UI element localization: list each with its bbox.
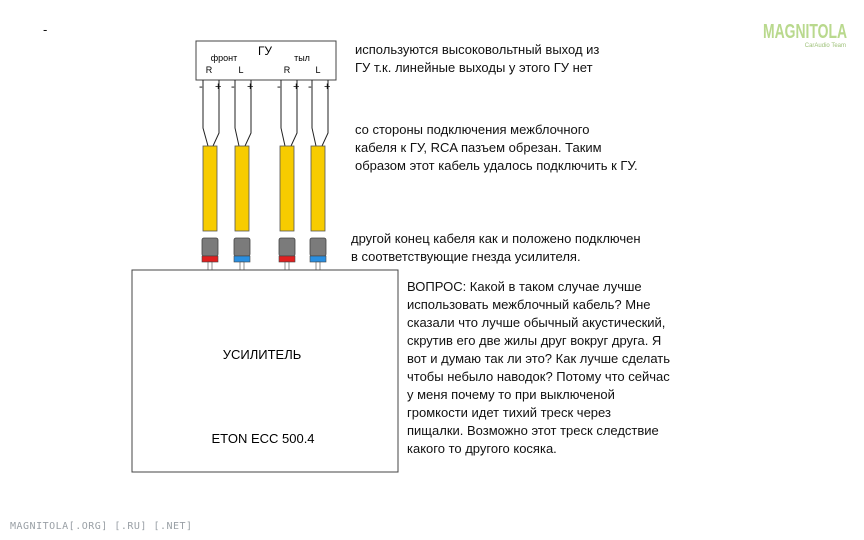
head-unit-title: ГУ (257, 44, 273, 58)
cable-body (311, 146, 325, 231)
note-other-end (351, 230, 641, 266)
note-line: со стороны подключения межблочного (355, 122, 590, 137)
cable-rear-r (279, 146, 295, 270)
note-line: скрутив его две жилы друг вокруг друга. Я (407, 333, 662, 348)
rca-pin (240, 262, 244, 270)
note-line: чтобы небыло наводок? Потому что сейчас (407, 369, 670, 384)
note-line: ВОПРОС: Какой в таком случае лучше (407, 279, 642, 294)
terminal-plus-1: + (215, 81, 222, 93)
rca-plug (234, 238, 250, 256)
cable-front-r (202, 146, 218, 270)
wire-rear-r-minus (281, 80, 285, 146)
rca-plug (279, 238, 295, 256)
terminal-minus-2: - (231, 81, 235, 93)
note-line: кабеля к ГУ, RCA пазъем обрезан. Таким (355, 140, 602, 155)
wire-front-l-minus (235, 80, 239, 146)
magnitola-logo (762, 14, 848, 50)
terminal-plus-2: + (247, 81, 254, 93)
note-line: ГУ т.к. линейные выходы у этого ГУ нет (355, 60, 593, 75)
logo-subtitle: CarAudio Team (804, 43, 846, 49)
note-cut-connector (355, 121, 638, 175)
note-line: используются высоковольтный выход из (355, 42, 600, 57)
rca-tip-blue (234, 256, 250, 262)
stray-mark: - (43, 22, 48, 37)
terminal-plus-4: + (324, 81, 331, 93)
channel-label-rear-r: R (283, 65, 291, 75)
note-line: образом этот кабель удалось подключить к ГУ. (355, 158, 638, 173)
note-line: сказали что лучше обычный акустический, (407, 315, 666, 330)
rca-tip-blue (310, 256, 326, 262)
cable-front-l (234, 146, 250, 270)
rca-tip-red (202, 256, 218, 262)
rca-pin (316, 262, 320, 270)
cable-body (235, 146, 249, 231)
note-question (407, 278, 670, 458)
cable-rear-l (310, 146, 326, 270)
footer-watermark: MAGNITOLA[.ORG] [.RU] [.NET] (10, 521, 193, 532)
terminal-minus-3: - (277, 81, 281, 93)
note-line: пищалки. Возможно этот треск следствие (407, 423, 659, 438)
terminal-minus-4: - (308, 81, 312, 93)
cable-body (280, 146, 294, 231)
rca-pin (285, 262, 289, 270)
note-line: другой конец кабеля как и положено подключен (351, 231, 641, 246)
amplifier-model: ETON ECC 500.4 (211, 431, 315, 446)
channel-label-front-r: R (205, 65, 213, 75)
wire-rear-l-minus (312, 80, 316, 146)
rca-pin (208, 262, 212, 270)
wire-front-r-minus (203, 80, 208, 146)
channel-label-rear-l: L (315, 65, 321, 75)
logo-text: MAGNITOLA (763, 21, 847, 43)
rear-label: тыл (294, 53, 310, 63)
note-line: использовать межблочный кабель? Мне (407, 297, 651, 312)
channel-label-front-l: L (238, 65, 244, 75)
terminal-minus-1: - (199, 81, 203, 93)
note-line: в соответствующие гнезда усилителя. (351, 249, 581, 264)
note-line: какого то другого косяка. (407, 441, 557, 456)
note-line: вот и думаю так ли это? Как лучше сделать (407, 351, 671, 366)
rca-plug (310, 238, 326, 256)
note-line: у меня почему то при выключеной (407, 387, 615, 402)
note-hv-output (355, 41, 599, 77)
terminal-plus-3: + (293, 81, 300, 93)
note-line: громкости идет тихий треск через (407, 405, 611, 420)
rca-tip-red (279, 256, 295, 262)
rca-plug (202, 238, 218, 256)
front-label: фронт (210, 53, 238, 63)
amplifier-title: УСИЛИТЕЛЬ (222, 347, 302, 362)
cable-body (203, 146, 217, 231)
